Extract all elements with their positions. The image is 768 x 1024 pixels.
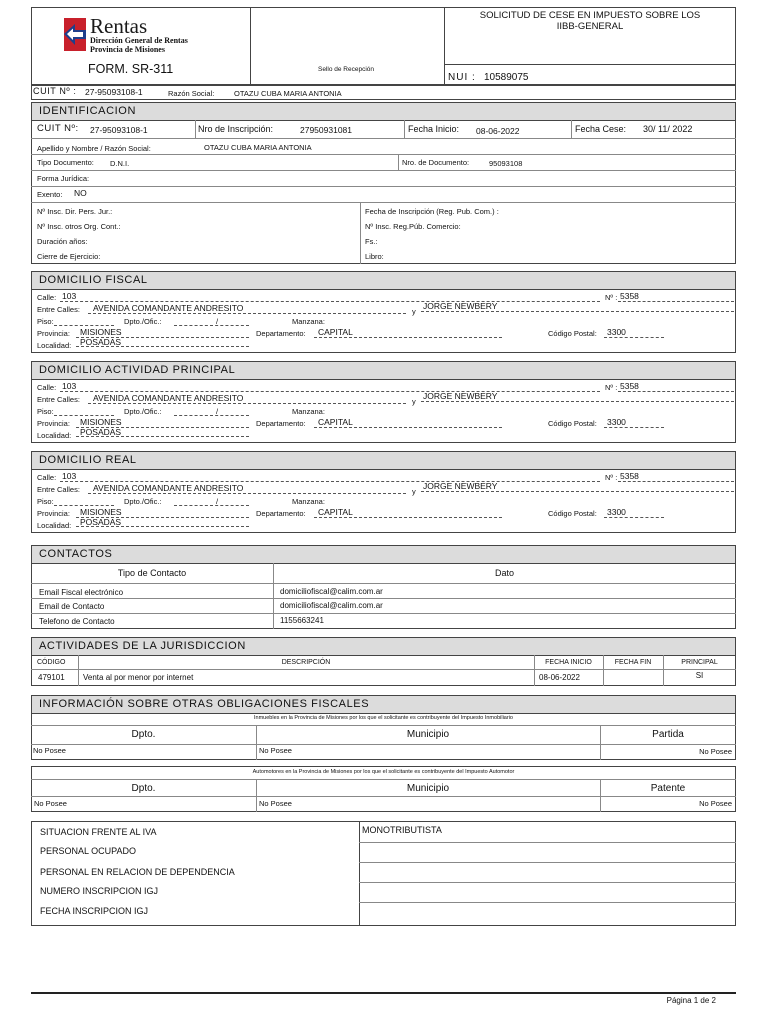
col-codigo: CÓDIGO xyxy=(37,659,66,666)
departamento-label: Departamento: xyxy=(256,329,306,338)
localidad-value: POSADAS xyxy=(80,517,122,527)
codigo-postal-value: 3300 xyxy=(607,327,626,337)
numero-value: 5358 xyxy=(620,381,639,391)
auto-col-dpto: Dpto. xyxy=(131,783,156,794)
iva-value: MONOTRIBUTISTA xyxy=(362,825,442,835)
departamento-value: CAPITAL xyxy=(318,507,353,517)
y-label: y xyxy=(412,397,416,406)
numero-value: 5358 xyxy=(620,471,639,481)
inm-col-municipio: Municipio xyxy=(406,729,450,740)
nui-value: 10589075 xyxy=(484,72,529,83)
slash-label: / xyxy=(216,407,219,416)
departamento-value: CAPITAL xyxy=(318,417,353,427)
libro-label: Libro: xyxy=(365,252,384,261)
entre-calle2-value: JORGE NEWBERY xyxy=(423,301,498,311)
inm-val-municipio: No Posee xyxy=(259,746,292,755)
departamento-label: Departamento: xyxy=(256,419,306,428)
fecha-inicio-label: Fecha Inicio: xyxy=(408,124,460,134)
provincia-value: MISIONES xyxy=(80,327,122,337)
exento-label: Exento: xyxy=(37,190,63,199)
entre-calle1-value: AVENIDA COMANDANTE ANDRESITO xyxy=(93,393,244,403)
entre-calle2-value: JORGE NEWBERY xyxy=(423,391,498,401)
localidad-label: Localidad: xyxy=(37,341,72,350)
rentas-logo-icon xyxy=(62,15,88,55)
manzana-label: Manzana: xyxy=(292,317,325,326)
inm-col-dpto: Dpto. xyxy=(131,729,156,740)
manzana-label: Manzana: xyxy=(292,497,325,506)
slash-label: / xyxy=(216,497,219,506)
y-label: y xyxy=(412,487,416,496)
provincia-value: MISIONES xyxy=(80,507,122,517)
insc-reg-label: Nº Insc. Reg.Púb. Comercio: xyxy=(365,222,461,231)
departamento-label: Departamento: xyxy=(256,509,306,518)
personal-label: PERSONAL OCUPADO xyxy=(40,846,137,856)
duracion-label: Duración años: xyxy=(37,237,88,246)
col-fecha-fin: FECHA FIN xyxy=(614,659,652,666)
col-tipo-contacto: Tipo de Contacto xyxy=(117,568,187,578)
razon-value: OTAZU CUBA MARIA ANTONIA xyxy=(234,89,342,98)
dpto-label: Dpto./Ofic.: xyxy=(124,407,162,416)
logo-text: Rentas xyxy=(90,14,148,38)
nro-insc-value: 27950931081 xyxy=(300,125,353,135)
fecha-inicio-value: 08-06-2022 xyxy=(476,126,520,136)
calle-label: Calle: xyxy=(37,383,57,392)
localidad-label: Localidad: xyxy=(37,521,72,530)
entre-calles-label: Entre Calles: xyxy=(37,485,80,494)
identificacion-title: IDENTIFICACION xyxy=(32,103,735,121)
actividades-title: ACTIVIDADES DE LA JURISDICCION xyxy=(32,638,735,656)
apellido-value: OTAZU CUBA MARIA ANTONIA xyxy=(204,143,312,152)
page-number: Página 1 de 2 xyxy=(666,996,716,1005)
col-principal: PRINCIPAL xyxy=(681,659,718,666)
automotores-caption: Automotores en la Provincia de Misiones por los que el solicitante es contribuyente del Impuesto Automotor xyxy=(252,769,515,775)
form-code: FORM. SR-311 xyxy=(88,62,174,76)
dpto-label: Dpto./Ofic.: xyxy=(124,497,162,506)
actividad-descripcion: Venta al por menor por internet xyxy=(83,673,194,682)
numero-label: Nº : xyxy=(605,383,618,392)
auto-col-patente: Patente xyxy=(650,783,686,794)
forma-juridica-label: Forma Jurídica: xyxy=(37,174,90,183)
codigo-postal-label: Código Postal: xyxy=(548,509,597,518)
entre-calle1-value: AVENIDA COMANDANTE ANDRESITO xyxy=(93,303,244,313)
nro-doc-label: Nro. de Documento: xyxy=(402,158,470,167)
provincia-label: Provincia: xyxy=(37,419,70,428)
fecha-igj-label: FECHA INSCRIPCION IGJ xyxy=(40,906,149,916)
insc-otros-label: Nº Insc. otros Org. Cont.: xyxy=(37,222,121,231)
form-title-line1: SOLICITUD DE CESE EN IMPUESTO SOBRE LOS xyxy=(479,10,701,21)
numero-label: Nº : xyxy=(605,473,618,482)
id-cuit-value: 27-95093108-1 xyxy=(90,125,148,135)
contacto-tipo-2: Telefono de Contacto xyxy=(39,617,115,626)
actividad-codigo: 479101 xyxy=(38,673,65,682)
inm-col-partida: Partida xyxy=(652,729,684,740)
fs-label: Fs.: xyxy=(365,237,378,246)
contacto-tipo-1: Email de Contacto xyxy=(39,602,105,611)
localidad-value: POSADAS xyxy=(80,427,122,437)
entre-calles-label: Entre Calles: xyxy=(37,305,80,314)
apellido-label: Apellido y Nombre / Razón Social: xyxy=(37,144,151,153)
actividad-principal: SI xyxy=(695,671,704,680)
domicilio-title-1: DOMICILIO ACTIVIDAD PRINCIPAL xyxy=(32,362,735,380)
razon-label: Razón Social: xyxy=(168,89,215,98)
contactos-title: CONTACTOS xyxy=(32,546,735,564)
logo-sub2: Provincia de Misiones xyxy=(90,45,165,54)
provincia-value: MISIONES xyxy=(80,417,122,427)
provincia-label: Provincia: xyxy=(37,509,70,518)
inmuebles-caption: Inmuebles en la Provincia de Misiones por los que el solicitante es contribuyente del Impuesto Inmobiliario xyxy=(254,715,513,721)
insc-dir-label: Nº Insc. Dir. Pers. Jur.: xyxy=(37,207,113,216)
fecha-cese-label: Fecha Cese: xyxy=(575,124,627,134)
codigo-postal-label: Código Postal: xyxy=(548,329,597,338)
manzana-label: Manzana: xyxy=(292,407,325,416)
id-cuit-label: CUIT Nº: xyxy=(37,123,79,134)
auto-col-municipio: Municipio xyxy=(406,783,450,794)
tipo-doc-label: Tipo Documento: xyxy=(37,158,94,167)
cuit-value: 27-95093108-1 xyxy=(85,87,143,97)
contacto-dato-0: domiciliofiscal@calim.com.ar xyxy=(280,587,383,596)
numero-value: 5358 xyxy=(620,291,639,301)
col-descripcion: DESCRIPCIÓN xyxy=(281,659,331,666)
exento-value: NO xyxy=(74,188,87,198)
sello-label: Sello de Recepción xyxy=(318,66,375,73)
col-dato: Dato xyxy=(494,568,514,578)
domicilio-title-0: DOMICILIO FISCAL xyxy=(32,272,735,290)
otras-title: INFORMACIÓN SOBRE OTRAS OBLIGACIONES FISCALES xyxy=(32,696,735,714)
piso-label: Piso: xyxy=(37,317,54,326)
codigo-postal-value: 3300 xyxy=(607,417,626,427)
departamento-value: CAPITAL xyxy=(318,327,353,337)
form-title-line2: IIBB-GENERAL xyxy=(556,21,624,32)
inm-val-partida: No Posee xyxy=(699,747,732,756)
fecha-insc-label: Fecha de Inscripción (Reg. Pub. Com.) : xyxy=(365,207,499,216)
contacto-tipo-0: Email Fiscal electrónico xyxy=(39,588,124,597)
calle-label: Calle: xyxy=(37,293,57,302)
codigo-postal-label: Código Postal: xyxy=(548,419,597,428)
localidad-value: POSADAS xyxy=(80,337,122,347)
provincia-label: Provincia: xyxy=(37,329,70,338)
entre-calles-label: Entre Calles: xyxy=(37,395,80,404)
auto-val-municipio: No Posee xyxy=(259,799,292,808)
contacto-dato-2: 1155663241 xyxy=(280,616,324,625)
tipo-doc-value: D.N.I. xyxy=(110,159,130,168)
relacion-label: PERSONAL EN RELACION DE DEPENDENCIA xyxy=(40,867,235,877)
domicilio-title-2: DOMICILIO REAL xyxy=(32,452,735,470)
actividad-fecha-inicio: 08-06-2022 xyxy=(539,673,580,682)
cuit-label: CUIT Nº : xyxy=(33,86,77,96)
contactos-section xyxy=(31,545,736,629)
entre-calle2-value: JORGE NEWBERY xyxy=(423,481,498,491)
calle-value: 103 xyxy=(62,381,77,391)
inm-val-dpto: No Posee xyxy=(33,746,66,755)
iva-label: SITUACION FRENTE AL IVA xyxy=(40,827,157,837)
localidad-label: Localidad: xyxy=(37,431,72,440)
col-fecha-inicio: FECHA INICIO xyxy=(545,659,592,666)
numero-label: Nº : xyxy=(605,293,618,302)
entre-calle1-value: AVENIDA COMANDANTE ANDRESITO xyxy=(93,483,244,493)
auto-val-patente: No Posee xyxy=(699,799,732,808)
piso-label: Piso: xyxy=(37,497,54,506)
piso-label: Piso: xyxy=(37,407,54,416)
nro-doc-value: 95093108 xyxy=(489,159,523,168)
contacto-dato-1: domiciliofiscal@calim.com.ar xyxy=(280,601,383,610)
codigo-postal-value: 3300 xyxy=(607,507,626,517)
nro-insc-label: Nro de Inscripción: xyxy=(198,124,274,134)
dpto-label: Dpto./Ofic.: xyxy=(124,317,162,326)
slash-label: / xyxy=(216,317,219,326)
calle-value: 103 xyxy=(62,471,77,481)
igj-label: NUMERO INSCRIPCION IGJ xyxy=(40,886,159,896)
logo-sub1: Dirección General de Rentas xyxy=(90,36,188,45)
calle-value: 103 xyxy=(62,291,77,301)
nui-label: NUI : xyxy=(448,72,476,83)
auto-val-dpto: No Posee xyxy=(34,799,67,808)
fecha-cese-value: 30/ 11/ 2022 xyxy=(643,124,693,134)
cierre-label: Cierre de Ejercicio: xyxy=(37,252,101,261)
calle-label: Calle: xyxy=(37,473,57,482)
y-label: y xyxy=(412,307,416,316)
